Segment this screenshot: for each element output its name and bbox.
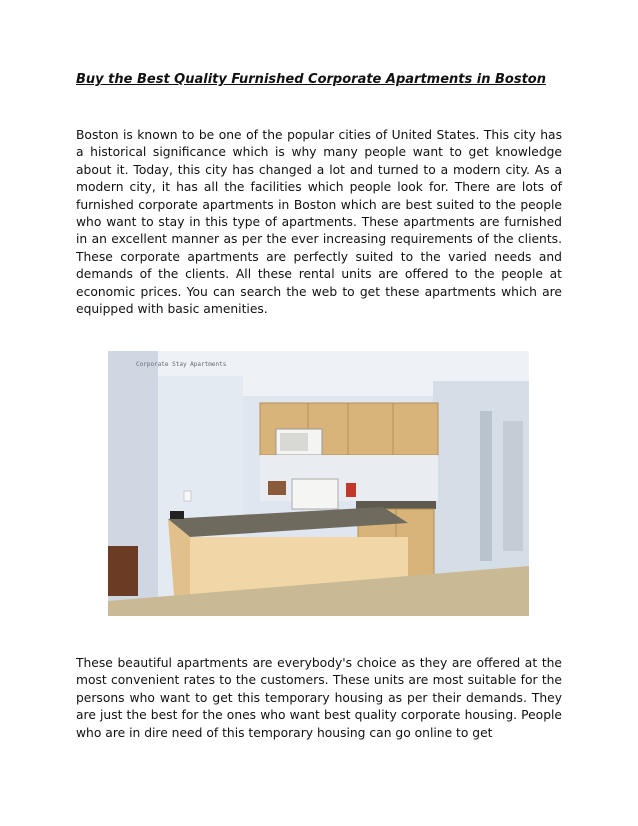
photo-watermark: Corporate Stay Apartments [136, 361, 227, 368]
paragraph-apartments: These beautiful apartments are everybody's choice as they are offered at the most convenient rates to the customers. These units are most suitable for the persons who want to get this temporary housing as per their demands. They are just the best for the ones who want best quality corporate housing. People who are in dire need of this temporary housing can go online to get [76, 656, 562, 740]
kitchen-photo [108, 351, 529, 616]
paragraph-intro: Boston is known to be one of the popular cities of United States. This city has a historical significance which is why many people want to get knowledge about it. Today, this city has changed a lot and turned to a modern city. As a modern city, it has all the facilities which people look for. There are lots of furnished corporate apartments in Boston which are best suited to the people who want to stay in this type of apartments. These apartments are furnished in an excellent manner as per the ever increasing requirements of the clients. These corporate apartments are perfectly suited to the varied needs and demands of the clients. All these rental units are offered to the people at economic prices. You can search the web to get these apartments which are equipped with basic amenities. [76, 128, 562, 317]
document-title: Buy the Best Quality Furnished Corporate Apartments in Boston [76, 72, 546, 87]
